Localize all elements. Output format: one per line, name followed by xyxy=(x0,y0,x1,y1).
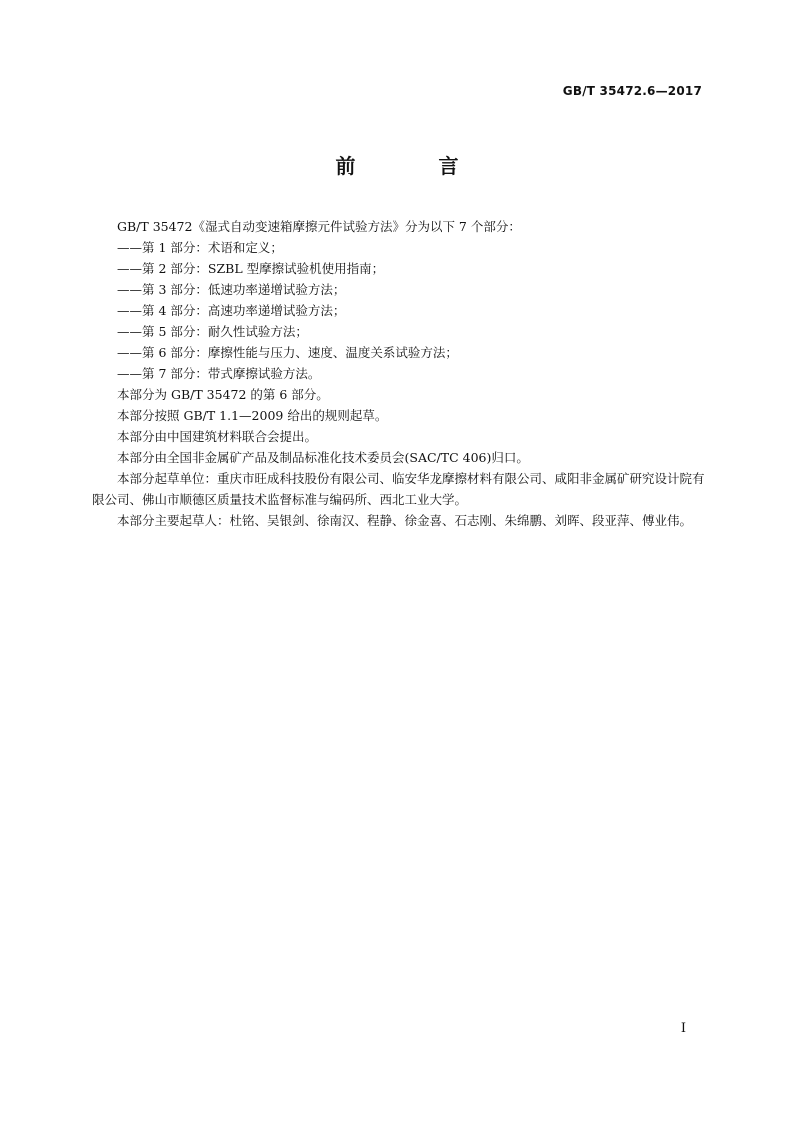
page-title: 前 言 xyxy=(335,154,497,178)
part-list-item: ——第 7 部分：带式摩擦试验方法。 xyxy=(117,366,321,381)
standard-number: GB/T 35472.6—2017 xyxy=(562,84,702,98)
part-list-item: ——第 1 部分：术语和定义； xyxy=(117,240,283,255)
intro-paragraph: GB/T 35472《湿式自动变速箱摩擦元件试验方法》分为以下 7 个部分： xyxy=(117,219,521,234)
drafters-paragraph: 本部分主要起草人：杜铭、吴银剑、徐南汉、程静、徐金喜、石志刚、朱绵鹏、刘晖、段亚萍、傅业伟。 xyxy=(117,513,693,528)
body-paragraph: 本部分由中国建筑材料联合会提出。 xyxy=(117,429,318,444)
body-paragraph: 本部分按照 GB/T 1.1—2009 给出的规则起草。 xyxy=(117,408,388,423)
part-list-item: ——第 2 部分：SZBL 型摩擦试验机使用指南； xyxy=(117,261,385,276)
body-paragraph: 本部分由全国非金属矿产品及制品标准化技术委员会(SAC/TC 406)归口。 xyxy=(117,450,529,465)
drafting-units-paragraph: 本部分起草单位：重庆市旺成科技股份有限公司、临安华龙摩擦材料有限公司、咸阳非金属矿研究设计院有限公司、佛山市顺德区质量技术监督标准与编码所、西北工业大学。 xyxy=(92,471,705,507)
part-list-item: ——第 6 部分：摩擦性能与压力、速度、温度关系试验方法； xyxy=(117,345,458,360)
part-list-item: ——第 3 部分：低速功率递增试验方法； xyxy=(117,282,346,297)
body-paragraph: 本部分为 GB/T 35472 的第 6 部分。 xyxy=(117,387,329,402)
page-number: I xyxy=(680,1021,686,1036)
part-list-item: ——第 4 部分：高速功率递增试验方法； xyxy=(117,303,346,318)
part-list-item: ——第 5 部分：耐久性试验方法； xyxy=(117,324,308,339)
foreword-body xyxy=(92,216,706,531)
